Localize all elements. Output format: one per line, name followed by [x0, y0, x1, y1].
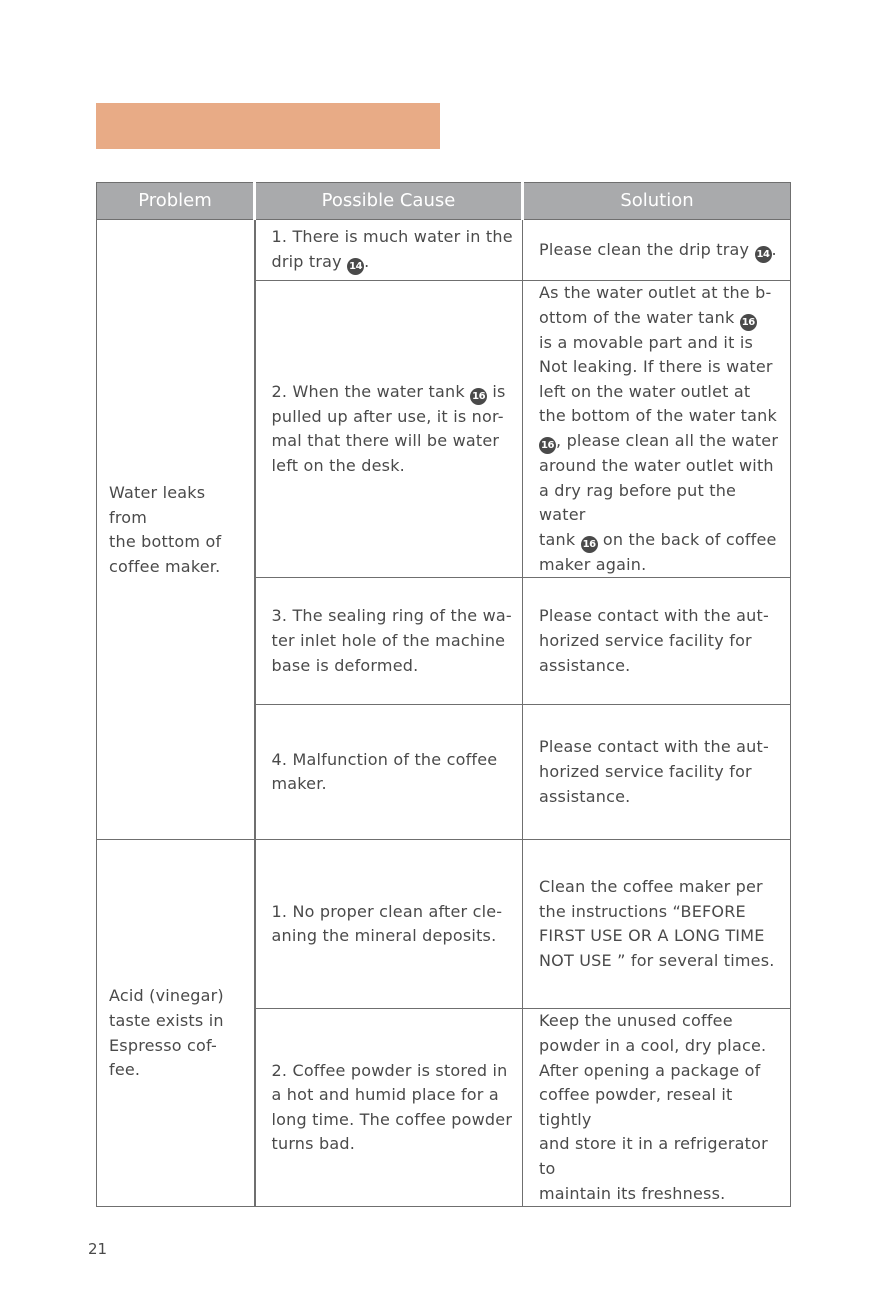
solution-line: horized service facility for — [539, 631, 752, 651]
solution-line: Clean the coffee maker per — [539, 877, 763, 897]
part-number-badge-icon: 14 — [347, 258, 364, 275]
problem-line: Acid (vinegar) — [109, 986, 224, 1006]
problem-cell — [97, 220, 255, 840]
table-row — [97, 840, 791, 1009]
cause-line: left on the desk. — [271, 455, 405, 475]
solution-cell — [523, 281, 791, 578]
problem-line: fee. — [109, 1060, 141, 1080]
cause-cell — [255, 220, 523, 281]
cause-cell — [255, 1009, 523, 1207]
solution-line: is a movable part and it is — [539, 332, 754, 352]
solution-line: tank 16 on the back of coffee — [539, 528, 782, 553]
problem-line: coffee maker. — [109, 556, 221, 576]
solution-cell — [523, 705, 791, 840]
solution-line: As the water outlet at the b- — [539, 283, 772, 302]
cause-line: 2. When the water tank 16 is — [272, 380, 515, 405]
solution-cell — [523, 578, 791, 705]
solution-line: coffee powder, reseal it tightly — [539, 1085, 733, 1129]
part-number-badge-icon: 14 — [755, 246, 772, 263]
cause-line: 3. The sealing ring of the wa- — [271, 606, 512, 626]
cause-line: 1. No proper clean after cle- — [271, 901, 503, 921]
cause-line: 2. Coffee powder is stored in — [271, 1060, 508, 1080]
column-header-solution: Solution — [523, 183, 791, 220]
solution-line: ottom of the water tank 16 — [539, 306, 782, 331]
solution-line: Please contact with the aut- — [539, 606, 769, 626]
part-number-badge-icon: 16 — [539, 437, 556, 454]
page-number: 21 — [88, 1240, 108, 1258]
solution-line: assistance. — [539, 655, 631, 675]
part-number-badge-icon: 16 — [740, 314, 757, 331]
section-title-bar — [96, 103, 440, 149]
solution-line: powder in a cool, dry place. — [539, 1035, 767, 1055]
cause-line: mal that there will be water — [271, 431, 500, 451]
solution-line: maintain its freshness. — [539, 1183, 726, 1203]
solution-line: Please clean the drip tray 14 . — [539, 238, 782, 263]
solution-line: assistance. — [539, 786, 631, 806]
cause-line: long time. The coffee powder — [271, 1109, 513, 1129]
solution-line: a dry rag before put the water — [539, 480, 737, 525]
problem-line: taste exists in — [109, 1010, 224, 1030]
solution-line: maker again. — [539, 554, 647, 574]
solution-cell — [523, 1009, 791, 1207]
cause-cell — [255, 705, 523, 840]
solution-line: Please contact with the aut- — [539, 737, 769, 757]
solution-line: the instructions “BEFORE — [539, 901, 746, 921]
cause-cell — [255, 840, 523, 1009]
cause-line: base is deformed. — [271, 655, 419, 675]
cause-cell — [255, 281, 523, 578]
part-number-badge-icon: 16 — [470, 388, 487, 405]
solution-line: left on the water outlet at — [539, 381, 751, 401]
cause-line: turns bad. — [271, 1134, 355, 1154]
solution-line: horized service facility for — [539, 762, 752, 782]
cause-line: drip tray 14 . — [272, 250, 515, 275]
table-row — [97, 220, 791, 281]
cause-line: aning the mineral deposits. — [271, 926, 497, 946]
troubleshooting-table — [96, 182, 791, 1207]
cause-line: maker. — [271, 774, 327, 794]
solution-line: 16 , please clean all the water — [539, 429, 782, 454]
solution-cell — [523, 220, 791, 281]
solution-cell — [523, 840, 791, 1009]
solution-line: Keep the unused coffee — [539, 1011, 733, 1031]
column-header-cause: Possible Cause — [255, 183, 523, 220]
cause-line: pulled up after use, it is nor- — [271, 406, 504, 426]
column-header-problem: Problem — [97, 183, 255, 220]
problem-cell — [97, 840, 255, 1207]
part-number-badge-icon: 16 — [581, 536, 598, 553]
solution-line: NOT USE ” for several times. — [539, 950, 775, 970]
cause-line: 4. Malfunction of the coffee — [271, 749, 498, 769]
problem-line: Espresso cof- — [109, 1035, 217, 1055]
cause-line: a hot and humid place for a — [271, 1085, 499, 1105]
solution-line: Not leaking. If there is water — [539, 357, 773, 377]
solution-line: After opening a package of — [539, 1060, 761, 1080]
problem-line: the bottom of — [109, 532, 222, 552]
solution-line: around the water outlet with — [539, 455, 774, 475]
solution-line: and store it in a refrigerator to — [539, 1134, 768, 1178]
cause-line: ter inlet hole of the machine — [271, 631, 506, 651]
table-header-row — [97, 183, 791, 220]
solution-line: the bottom of the water tank — [539, 406, 777, 426]
cause-line: 1. There is much water in the — [271, 227, 513, 247]
cause-cell — [255, 578, 523, 705]
problem-line: Water leaks from — [109, 483, 206, 527]
solution-line: FIRST USE OR A LONG TIME — [539, 926, 765, 946]
